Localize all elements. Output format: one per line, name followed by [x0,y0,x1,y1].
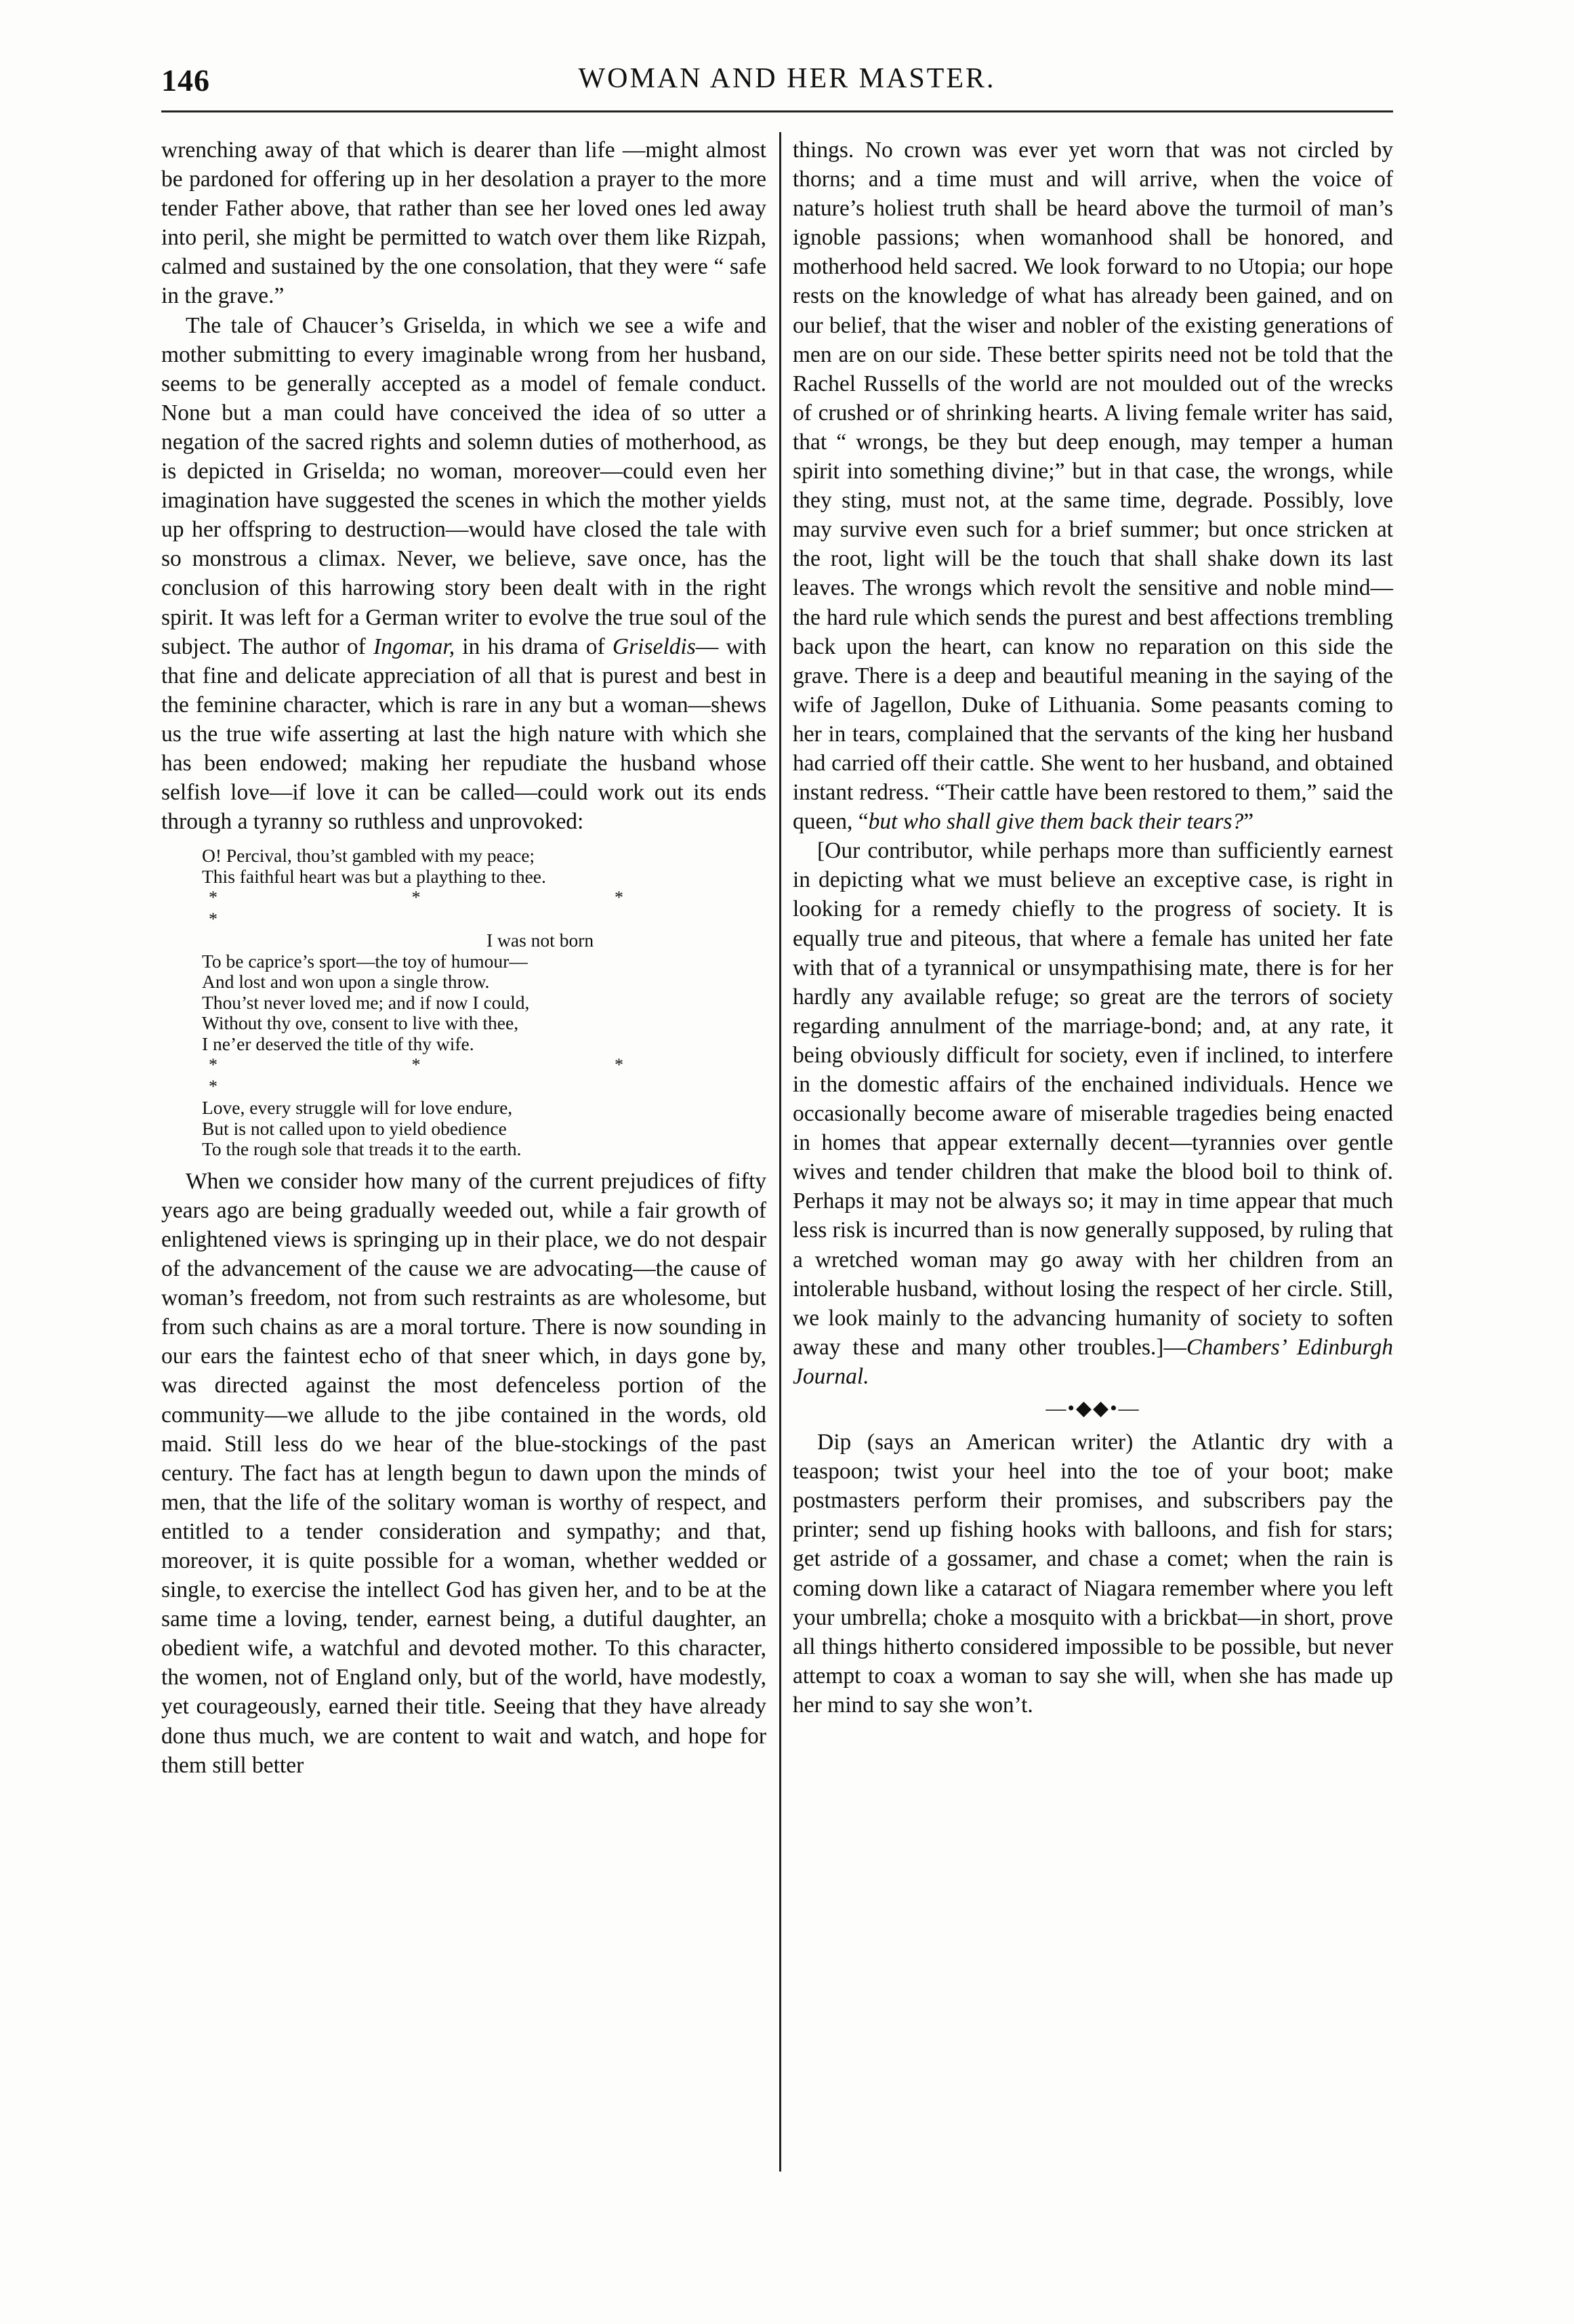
left-column [161,136,766,1780]
paragraph-griselda-text-b: in his drama of [455,634,613,659]
closing-quote: ” [1243,809,1254,835]
poem-line: This faithful heart was but a plaything to thee. [202,865,546,887]
poem-asterisks: * * * * [209,888,718,930]
section-ornament: —•◆◆•— [1045,1397,1140,1420]
poem-line: I was not born [486,930,594,951]
paragraph-jagellon [793,136,1393,836]
paragraph-jagellon-text: things. No crown was ever yet worn that was not circled by thorns; and a time must and will arrive, when the voice of nature’s holiest truth shall be heard above the turmoil of man’s ignoble passions; when womanhood shall be honored, and motherhood held sacred. We look forward to no Utopia; our hope rests on the knowledge of what has already been gained, and on our belief, that the wiser and nobler of the existing generations of men are on our side. These better spirits need not be told that the Rachel Russells of the world are not moulded out of the wrecks of crushed or of shrinking hearts. A living female writer has said, that “ wrongs, be they but deep enough, may temper a human spirit into something divine;” but in that case, the wrongs, while they sting, must not, at the same time, degrade. Possibly, love may survive even such for a brief summer; but once stricken at the root, light will be the touch that shall shake down its last leaves. The wrongs which revolt the sensitive and noble mind—the hard rule which sends the purest and best affections trembling back upon the heart, can know no reparation on this side the grave. There is a deep and beautiful meaning in the saying of the wife of Jagellon, Duke of Lithuania. Some peasants coming to her in tears, complained that the servants of the king her husband had carried off their cattle. She went to her husband, and obtained instant redress. “Their cattle have been restored to them,” said the queen, “ [793,138,1393,835]
poem-line: But is not called upon to yield obedience [202,1117,507,1139]
title-griseldis: Griseldis [612,634,696,659]
paragraph-griselda-text-c: — with that fine and delicate appreciation of all that is purest and best in the feminine character, which is rare in any but a woman—shews us the true wife asserting at last the high nature with which she has been endowed; making her repudiate the husband whose selfish love—if love it can be called—could work out its ends through a tyranny so ruthless and unprovoked: [161,634,767,835]
paragraph-griselda-text-a: The tale of Chaucer’s Griselda, in which we see a wife and mother submitting to every imaginable wrong from her husband, seems to be generally accepted as a model of female conduct. None but a man could have conceived the idea of so utter a negation of the sacred rights and solemn duties of motherhood, as is depicted in Griselda; no woman, moreover—could even her imagination have suggested the scenes in which the mother yields up her offspring to destruction—would have closed the tale with so monstrous a climax. Never, we believe, save once, has the conclusion of this harrowing story been dealt with in the right spirit. It was left for a German writer to evolve the true soul of the subject. The author of [161,312,766,659]
poem-line: Love, every struggle will for love endure, [202,1097,513,1119]
poem-line: To be caprice’s sport—the toy of humour— [202,950,528,972]
right-column [793,136,1393,1720]
journal-attribution: Chambers’ Edinburgh Journal. [793,1334,1393,1389]
poem-line: I ne’er deserved the title of thy wife. [202,1033,474,1054]
editorial-note-text: [Our contributor, while perhaps more than sufficiently earnest in depicting what we must believe an exceptive case, is right in looking for a remedy chiefly to the progress of society. It is equally true and piteous, that where a female has united her fate with that of a tyrannical or unsympathising mate, there is for her hardly any available refuge; so great are the terrors of society regarding annulment of the marriage-bond; and, at any rate, it being obviously difficult for society, even if inclined, to interfere in the domestic affairs of the enchained individuals. Hence we occasionally become aware of miserable tragedies being enacted in homes that appear externally decent—tyrannies over gentle wives and tender children that make the blood boil to think of. Perhaps it may not be always so; it may in time appear that much less risk is incurred than is now generally supposed, by ruling that a wretched woman may go away with her children from an intolerable husband, without losing the respect of her circle. Still, we look mainly to the advancing humanity of society to soften away these and many other troubles.]— [793,838,1393,1360]
poem-line: O! Percival, thou’st gambled with my peace; [202,845,535,867]
poem-asterisks: * * * * [209,1055,718,1097]
running-title: WOMAN AND HER MASTER. [578,63,996,94]
column-divider [779,132,781,2172]
poem-quotation [202,846,766,1160]
poem-line: Thou’st never loved me; and if now I could, [202,991,530,1013]
paragraph-griselda [161,311,766,837]
page-number: 146 [161,63,210,98]
poem-line: Without thy ove, consent to live with thee, [202,1012,519,1034]
poem-line: To the rough sole that treads it to the earth. [202,1138,522,1160]
title-ingomar: Ingomar, [373,634,455,659]
poem-line: And lost and won upon a single throw. [202,971,490,993]
paragraph-prejudices: When we consider how many of the current prejudices of fifty years ago are being gradually weeded out, while a fair growth of enlightened views is springing up in their place, we do not despair of the advancement of the cause we are advocating—the cause of woman’s freedom, not from such restraints as are wholesome, but from such chains as are a moral torture. There is now sounding in our ears the faintest echo of that sneer which, in days gone by, was directed against the most defenceless portion of the community—we allude to the jibe contained in the words, old maid. Still less do we hear of the blue-stockings of the past century. The fact has at length begun to dawn upon the minds of men, that the life of the solitary woman is worthy of respect, and entitled to a tender consideration and sympathy; and that, moreover, it is quite possible for a woman, whether wedded or single, to exercise the intellect God has given her, and to be at the same time a loving, tender, earnest being, a dutiful daughter, an obedient wife, a watchful and devoted mother. To this character, the women, not of England only, but of the world, have modestly, yet courageously, earned their title. Seeing that they have already done thus much, we are content to wait and watch, and hope for them still better [161,1168,766,1778]
queen-quote: but who shall give them back their tears? [868,809,1244,835]
header-rule [161,110,1393,112]
paragraph-rizpah: wrenching away of that which is dearer than life —might almost be pardoned for offering up in her desolation a prayer to the more tender Father above, that rather than see her loved ones led away into peril, she might be permitted to watch over them like Rizpah, calmed and sustained by the one consolation, that they were “ safe in the grave.” [161,138,766,309]
paragraph-american-writer: Dip (says an American writer) the Atlantic dry with a teaspoon; twist your heel into the toe of your boot; make postmasters perform their promises, and subscribers pay the printer; send up fishing hooks with balloons, and fish for stars; get astride of a gossamer, and chase a comet; when the rain is coming down like a cataract of Niagara remember where you left your umbrella; choke a mosquito with a brickbat—in short, prove all things hitherto considered impossible to be possible, but never attempt to coax a woman to say she will, when she has made up her mind to say she won’t. [793,1430,1393,1718]
paragraph-editorial-note [793,836,1393,1391]
